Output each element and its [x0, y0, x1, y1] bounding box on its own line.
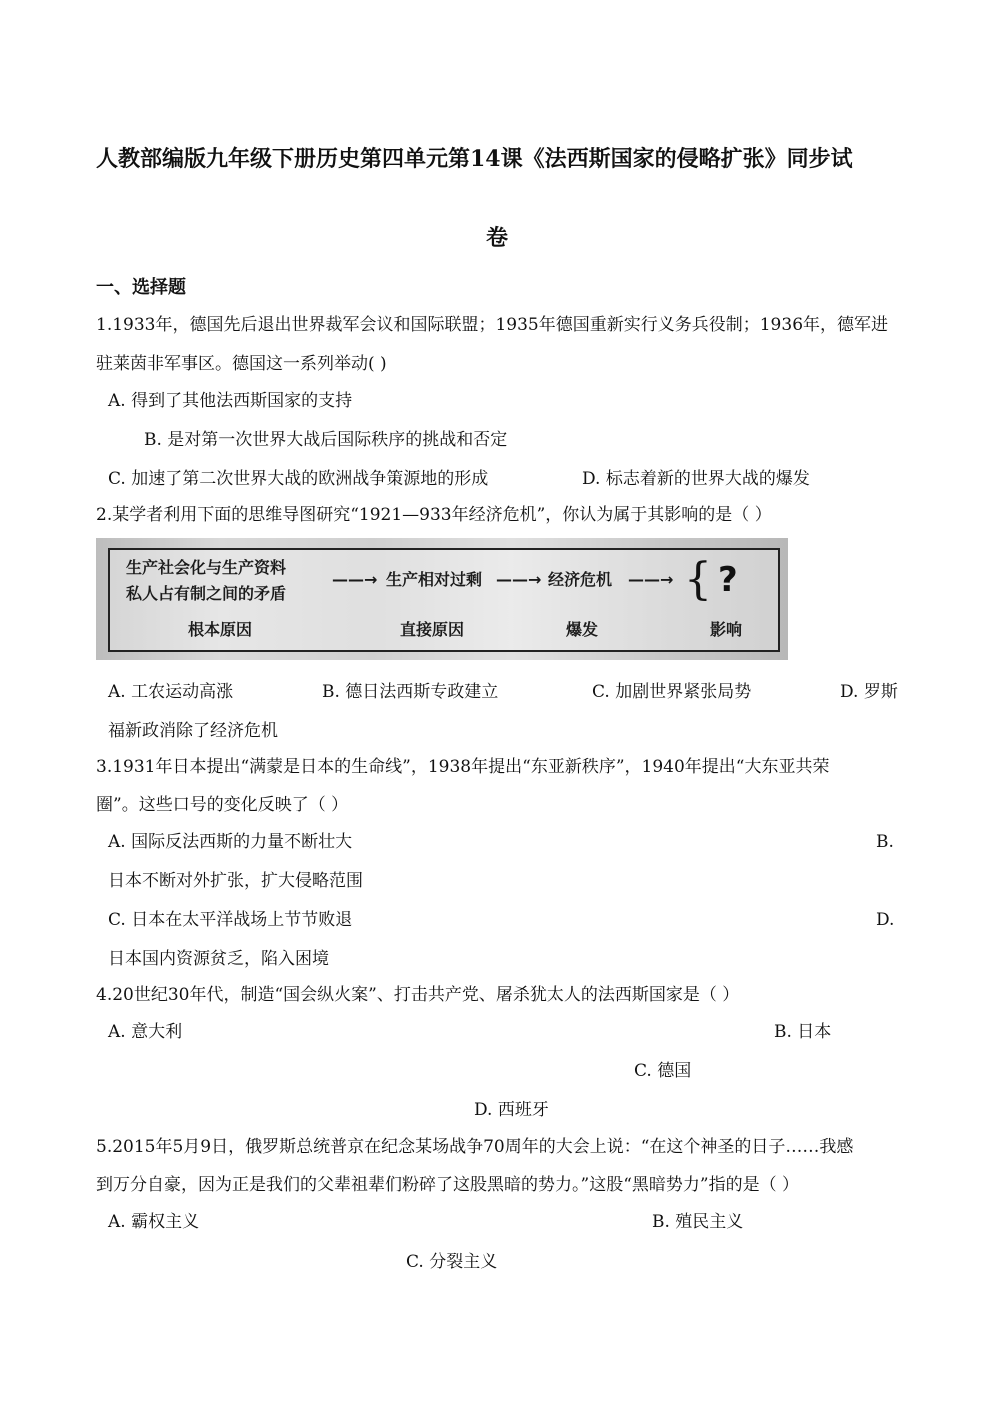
q1-option-b: B. 是对第一次世界大战后国际秩序的挑战和否定 [144, 430, 508, 450]
q2-option-d-part1: D. 罗斯 [840, 682, 898, 702]
mind-map-label-direct-cause: 直接原因 [400, 620, 465, 639]
mind-map-arrow-3: ——→ [628, 570, 674, 589]
q1-stem-line2: 驻莱茵非军事区。德国这一系列举动( ) [96, 354, 387, 374]
mind-map-figure [96, 538, 788, 660]
mind-map-step-overproduction: 生产相对过剩 [386, 570, 483, 589]
q3-stem-line2: 圈”。这些口号的变化反映了（ ） [96, 795, 349, 815]
q1-option-a: A. 得到了其他法西斯国家的支持 [108, 391, 353, 411]
section-heading: 一、选择题 [96, 277, 186, 298]
q3-option-d-text: 日本国内资源贫乏，陷入困境 [108, 949, 329, 969]
q5-option-b: B. 殖民主义 [652, 1212, 744, 1232]
mind-map-label-root-cause: 根本原因 [188, 620, 253, 639]
q2-stem: 2.某学者利用下面的思维导图研究“1921—933年经济危机”，你认为属于其影响的是（ ） [96, 505, 772, 525]
document-title-line2: 卷 [486, 225, 509, 251]
document-title-line1: 人教部编版九年级下册历史第四单元第14课《法西斯国家的侵略扩张》同步试 [96, 146, 853, 172]
q1-option-c: C. 加速了第二次世界大战的欧洲战争策源地的形成 [108, 469, 489, 489]
q1-option-d: D. 标志着新的世界大战的爆发 [582, 469, 810, 489]
q3-option-c: C. 日本在太平洋战场上节节败退 [108, 910, 353, 930]
mind-map-label-outbreak: 爆发 [566, 620, 599, 639]
q2-option-d-part2: 福新政消除了经济危机 [108, 721, 278, 741]
q3-option-b-text: 日本不断对外扩张，扩大侵略范围 [108, 871, 363, 891]
q5-stem-line2: 到万分自豪，因为正是我们的父辈祖辈们粉碎了这股黑暗的势力。”这股“黑暗势力”指的是（ ） [96, 1175, 799, 1195]
mind-map-step-crisis: 经济危机 [548, 570, 613, 589]
mind-map-arrow-2: ——→ [496, 570, 542, 589]
q2-option-b: B. 德日法西斯专政建立 [322, 682, 499, 702]
mind-map-box-line2: 私人占有制之间的矛盾 [126, 584, 287, 603]
q3-stem-line1: 3.1931年日本提出“满蒙是日本的生命线”，1938年提出“东亚新秩序”，1940年提出“大东亚共荣 [96, 757, 830, 777]
mind-map-arrow-1: ——→ [332, 570, 378, 589]
q2-option-a: A. 工农运动高涨 [108, 682, 234, 702]
mind-map-label-impact: 影响 [710, 620, 743, 639]
q3-option-a: A. 国际反法西斯的力量不断壮大 [108, 832, 353, 852]
q4-stem: 4.20世纪30年代，制造“国会纵火案”、打击共产党、屠杀犹太人的法西斯国家是（ ） [96, 985, 740, 1005]
q5-stem-line1: 5.2015年5月9日，俄罗斯总统普京在纪念某场战争70周年的大会上说：“在这个神圣的日子……我感 [96, 1137, 854, 1157]
mind-map-question-mark: ? [718, 560, 738, 600]
q5-option-a: A. 霸权主义 [108, 1212, 200, 1232]
q5-option-c: C. 分裂主义 [406, 1252, 498, 1272]
q4-option-c: C. 德国 [634, 1061, 692, 1081]
q4-option-d: D. 西班牙 [474, 1100, 549, 1120]
mind-map-brace: { [684, 554, 712, 605]
q3-option-b-label: B. [876, 832, 894, 852]
q2-option-c: C. 加剧世界紧张局势 [592, 682, 752, 702]
q4-option-b: B. 日本 [774, 1022, 832, 1042]
mind-map-box-line1: 生产社会化与生产资料 [126, 558, 287, 577]
q4-option-a: A. 意大利 [108, 1022, 183, 1042]
q3-option-d-label: D. [876, 910, 895, 930]
q1-stem-line1: 1.1933年，德国先后退出世界裁军会议和国际联盟；1935年德国重新实行义务兵役制；1936年，德军进 [96, 315, 889, 335]
